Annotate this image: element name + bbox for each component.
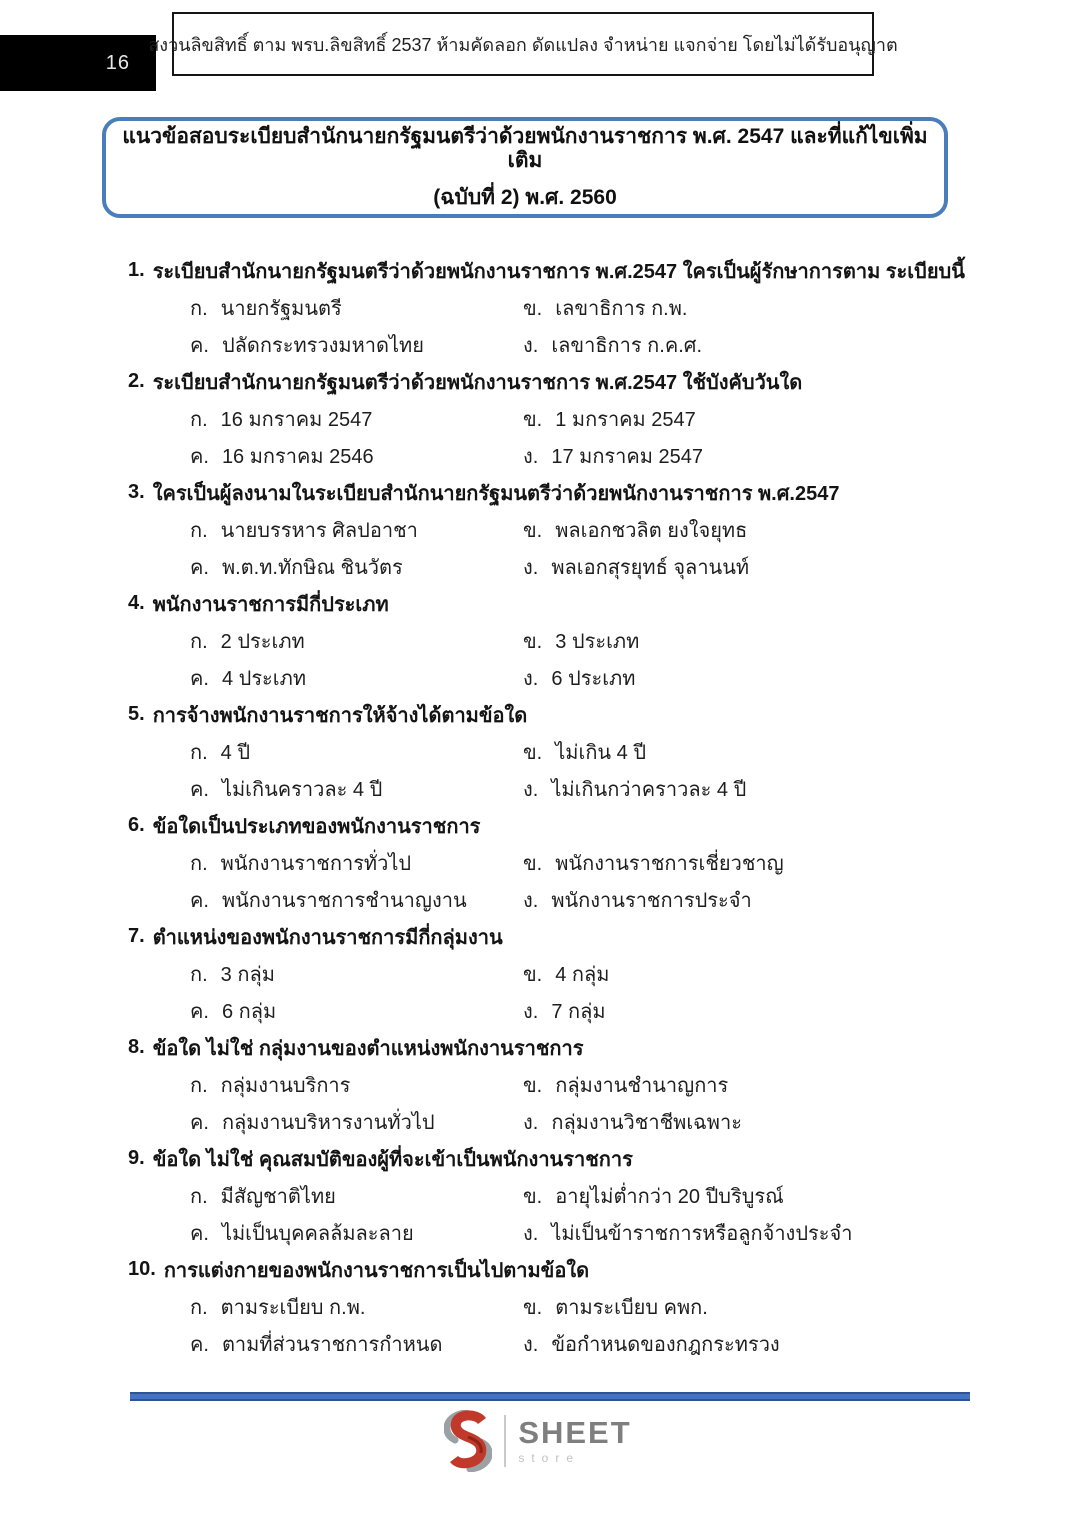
question-block [128,252,1026,363]
choice-label: ข. [523,1296,543,1319]
choice-option [190,514,523,546]
choices-row [128,289,1026,326]
question-body: ข้อใดเป็นประเภทของพนักงานราชการ [152,815,481,838]
choice-text: นายกรัฐมนตรี [220,297,342,320]
choice-option [190,773,523,805]
choices-row [128,511,1026,548]
question-text [128,252,1026,289]
choice-option [523,292,687,324]
choice-text: กลุ่มงานบริหารงานทั่วไป [221,1111,435,1134]
choices-row [128,400,1026,437]
question-number: 7. [128,925,145,947]
question-text [128,363,1026,400]
question-block [128,1251,1026,1362]
choice-label: ง. [523,1222,539,1245]
question-text [128,1140,1026,1177]
choice-option [190,1180,523,1212]
question-number: 2. [128,370,145,392]
choice-text: พลเอกชวลิต ยงใจยุทธ [555,519,748,542]
choice-text: 16 มกราคม 2547 [220,408,373,431]
choice-option [190,625,523,657]
choice-label: ก. [190,1185,208,1208]
question-number: 10. [128,1258,156,1280]
question-block [128,918,1026,1029]
choice-label: ง. [523,1333,539,1356]
choice-label: ค. [190,1111,209,1134]
question-number: 4. [128,592,145,614]
choice-label: ข. [523,519,543,542]
choices-row [128,1103,1026,1140]
choices-row [128,844,1026,881]
logo-text [518,1417,631,1465]
page-number-box [0,35,156,91]
choice-label: ข. [523,741,543,764]
choices-row [128,770,1026,807]
choices-row [128,881,1026,918]
question-text [128,1029,1026,1066]
choices-row [128,622,1026,659]
choice-option [523,1180,784,1212]
choice-text: 6 ประเภท [551,667,636,690]
choice-label: ค. [190,778,209,801]
choice-label: ค. [190,1333,209,1356]
choice-text: มีสัญชาติไทย [220,1185,336,1208]
choice-text: 16 มกราคม 2546 [221,445,374,468]
choice-option [190,958,523,990]
choice-option [190,847,523,879]
choice-text: พนักงานราชการชำนาญงาน [221,889,467,912]
question-body: พนักงานราชการมีกี่ประเภท [152,593,389,616]
question-body: การจ้างพนักงานราชการให้จ้างได้ตามข้อใด [152,704,528,727]
choice-label: ง. [523,1000,539,1023]
choice-option [190,884,523,916]
choice-label: ข. [523,963,543,986]
question-body: ระเบียบสำนักนายกรัฐมนตรีว่าด้วยพนักงานราชการ พ.ศ.2547 ใครเป็นผู้รักษาการตาม ระเบียบนี้ [152,260,965,283]
choice-text: พนักงานราชการเชี่ยวชาญ [555,852,784,875]
brand-name: SHEET [518,1415,632,1451]
footer-divider-bar [130,1392,970,1401]
choice-label: ข. [523,297,543,320]
choice-option [523,662,635,694]
choices-row [128,1066,1026,1103]
choice-option [190,551,523,583]
choice-text: ตามระเบียบ ก.พ. [220,1296,366,1319]
choice-option [523,736,646,768]
choices-row [128,1214,1026,1251]
choice-text: ปลัดกระทรวงมหาดไทย [221,334,424,357]
choice-text: 4 กลุ่ม [555,963,610,986]
choice-label: ค. [190,334,209,357]
question-number: 3. [128,481,145,503]
exam-title-line2: (ฉบับที่ 2) พ.ศ. 2560 [433,186,617,210]
choice-option [523,440,703,472]
choice-text: ตามที่ส่วนราชการกำหนด [221,1333,443,1356]
choice-label: ก. [190,852,208,875]
choice-label: ง. [523,556,539,579]
choice-option [190,662,523,694]
question-body: ตำแหน่งของพนักงานราชการมีกี่กลุ่มงาน [152,926,503,949]
choice-option [523,958,609,990]
choice-text: 2 ประเภท [220,630,305,653]
choice-label: ก. [190,297,208,320]
choice-label: ง. [523,334,539,357]
choice-text: 7 กลุ่ม [551,1000,606,1023]
choice-text: พนักงานราชการประจำ [551,889,752,912]
choice-text: นายบรรหาร ศิลปอาชา [220,519,418,542]
choice-label: ค. [190,889,209,912]
logo-divider-line [504,1415,506,1467]
choices-row [128,326,1026,363]
question-body: ข้อใด ไม่ใช่ คุณสมบัติของผู้ที่จะเข้าเป็นพนักงานราชการ [152,1148,633,1171]
page-number: 16 [105,51,130,74]
choices-row [128,1288,1026,1325]
questions-list [0,252,1076,1362]
choice-label: ค. [190,1222,209,1245]
choice-label: ค. [190,667,209,690]
choice-label: ก. [190,519,208,542]
choice-option [523,403,696,435]
question-body: ข้อใด ไม่ใช่ กลุ่มงานของตำแหน่งพนักงานราชการ [152,1037,584,1060]
choice-text: 3 ประเภท [555,630,640,653]
choice-option [190,329,523,361]
choice-option [190,403,523,435]
choice-option [523,329,702,361]
choice-label: ค. [190,556,209,579]
brand-subtitle: store [518,1450,580,1465]
question-text [128,585,1026,622]
question-block [128,474,1026,585]
question-body: ระเบียบสำนักนายกรัฐมนตรีว่าด้วยพนักงานราชการ พ.ศ.2547 ใช้บังคับวันใด [152,371,803,394]
choice-option [523,1291,708,1323]
choice-option [190,440,523,472]
choice-option [523,773,746,805]
question-number: 9. [128,1147,145,1169]
choice-option [523,884,752,916]
choice-label: ง. [523,889,539,912]
choice-text: ไม่เกิน 4 ปี [555,741,647,764]
choice-label: ก. [190,408,208,431]
exam-title-box [102,117,948,218]
choice-option [523,1069,728,1101]
choice-label: ก. [190,1296,208,1319]
question-block [128,1029,1026,1140]
choice-text: ไม่เป็นข้าราชการหรือลูกจ้างประจำ [551,1222,853,1245]
choices-row [128,437,1026,474]
question-number: 1. [128,259,145,281]
choice-text: 3 กลุ่ม [220,963,275,986]
question-text [128,696,1026,733]
choice-label: ค. [190,445,209,468]
choice-option [190,1217,523,1249]
choice-label: ง. [523,667,539,690]
choice-label: ข. [523,852,543,875]
choice-text: 6 กลุ่ม [221,1000,277,1023]
choice-option [523,551,749,583]
copyright-text: สงวนลิขสิทธิ์ ตาม พรบ.ลิขสิทธิ์ 2537 ห้ามคัดลอก ดัดแปลง จำหน่าย แจกจ่าย โดยไม่ได้รับอนุญาต [148,34,898,55]
choice-text: เลขาธิการ ก.พ. [555,297,688,320]
choice-label: ข. [523,408,543,431]
question-number: 8. [128,1036,145,1058]
choice-text: กลุ่มงานวิชาชีพเฉพาะ [551,1111,742,1134]
choice-option [523,514,747,546]
question-block [128,696,1026,807]
exam-title-line1: แนวข้อสอบระเบียบสำนักนายกรัฐมนตรีว่าด้วยพนักงานราชการ พ.ศ. 2547 และที่แก้ไขเพิ่มเติม [122,124,928,172]
choice-text: พลเอกสุรยุทธ์ จุลานนท์ [551,556,750,579]
choice-text: อายุไม่ต่ำกว่า 20 ปีบริบูรณ์ [555,1185,784,1208]
choice-text: ไม่เกินกว่าคราวละ 4 ปี [551,778,747,801]
choice-label: ข. [523,1185,543,1208]
choice-label: ข. [523,1074,543,1097]
choice-option [523,1217,852,1249]
choices-row [128,548,1026,585]
choice-text: 4 ปี [220,741,251,764]
choice-option [190,1291,523,1323]
choices-row [128,992,1026,1029]
choice-label: ก. [190,1074,208,1097]
choice-text: พ.ต.ท.ทักษิณ ชินวัตร [221,556,403,579]
choice-text: พนักงานราชการทั่วไป [220,852,412,875]
choice-text: เลขาธิการ ก.ค.ศ. [551,334,703,357]
choice-label: ข. [523,630,543,653]
choice-text: 4 ประเภท [221,667,306,690]
choice-label: ง. [523,1111,539,1134]
choice-option [190,1069,523,1101]
choices-row [128,733,1026,770]
choice-option [190,292,523,324]
choice-option [523,1328,780,1360]
question-block [128,807,1026,918]
choices-row [128,1325,1026,1362]
question-text [128,1251,1026,1288]
choice-option [190,736,523,768]
choice-text: ตามระเบียบ คพก. [555,1296,708,1319]
choice-option [523,847,784,879]
choice-text: ข้อกำหนดของกฎกระทรวง [551,1333,780,1356]
copyright-box [148,12,898,76]
question-text [128,918,1026,955]
question-text [128,474,1026,511]
choice-text: ไม่เป็นบุคคลล้มละลาย [221,1222,414,1245]
question-text [128,807,1026,844]
choice-text: 17 มกราคม 2547 [551,445,704,468]
question-body: การแต่งกายของพนักงานราชการเป็นไปตามข้อใด [163,1259,590,1282]
choices-row [128,955,1026,992]
choices-row [128,659,1026,696]
question-body: ใครเป็นผู้ลงนามในระเบียบสำนักนายกรัฐมนตรีว่าด้วยพนักงานราชการ พ.ศ.2547 [152,482,840,505]
choice-option [190,995,523,1027]
choice-text: กลุ่มงานบริการ [220,1074,351,1097]
choice-text: กลุ่มงานชำนาญการ [555,1074,729,1097]
question-block [128,585,1026,696]
sheet-store-logo [0,1410,1076,1472]
question-block [128,1140,1026,1251]
choice-label: ก. [190,630,208,653]
choice-option [523,1106,742,1138]
choice-label: ค. [190,1000,209,1023]
choice-label: ง. [523,445,539,468]
question-number: 6. [128,814,145,836]
question-number: 5. [128,703,145,725]
choices-row [128,1177,1026,1214]
choice-text: ไม่เกินคราวละ 4 ปี [221,778,383,801]
s-swirl-icon [444,1410,492,1472]
choice-label: ก. [190,741,208,764]
question-block [128,363,1026,474]
choice-option [523,995,606,1027]
choice-label: ง. [523,778,539,801]
choice-label: ก. [190,963,208,986]
choice-option [523,625,639,657]
choice-option [190,1328,523,1360]
choice-option [190,1106,523,1138]
choice-text: 1 มกราคม 2547 [555,408,696,431]
